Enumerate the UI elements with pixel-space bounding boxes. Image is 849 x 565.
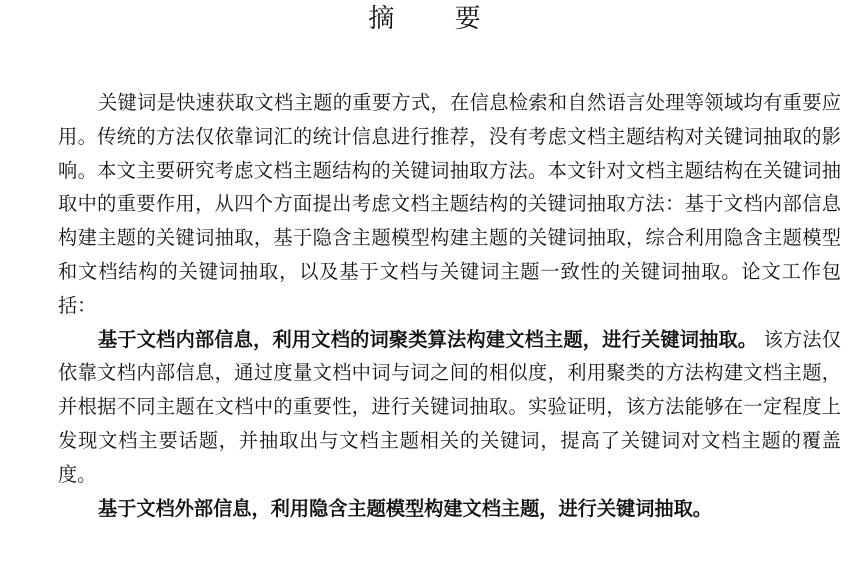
paragraph-internal-info	[58, 323, 841, 492]
paragraph-lead: 基于文档内部信息，利用文档的词聚类算法构建文档主题，进行关键词抽取。	[98, 327, 758, 351]
paragraph-text: 关键词是快速获取文档主题的重要方式，在信息检索和自然语言处理等领域均有重要应用。传统的方法仅依靠词汇的统计信息进行推荐，没有考虑文档主题结构对关键词抽取的影响。本文主要研究考虑文档主题结构的关键词抽取方法。本文针对文档主题结构在关键词抽取中的重要作用，从四个方面提出考虑文档主题结构的关键词抽取方法：基于文档内部信息构建主题的关键词抽取，基于隐含主题模型构建主题的关键词抽取，综合利用隐含主题模型和文档结构的关键词抽取，以及基于文档与关键词主题一致性的关键词抽取。论文工作包括：	[58, 91, 841, 317]
abstract-title: 摘 要	[368, 4, 507, 34]
paragraph-text: 该方法仅依靠文档内部信息，通过度量文档中词与词之间的相似度，利用聚类的方法构建文档主题，并根据不同主题在文档中的重要性，进行关键词抽取。实验证明，该方法能够在一定程度上发现文档主要话题，并抽取出与文档主题相关的关键词，提高了关键词对文档主题的覆盖度。	[58, 327, 841, 486]
paragraph-external-info	[58, 492, 841, 526]
paragraph-intro	[58, 86, 841, 323]
abstract-body	[58, 86, 841, 525]
paragraph-lead: 基于文档外部信息，利用隐含主题模型构建文档主题，进行关键词抽取。	[98, 496, 712, 520]
